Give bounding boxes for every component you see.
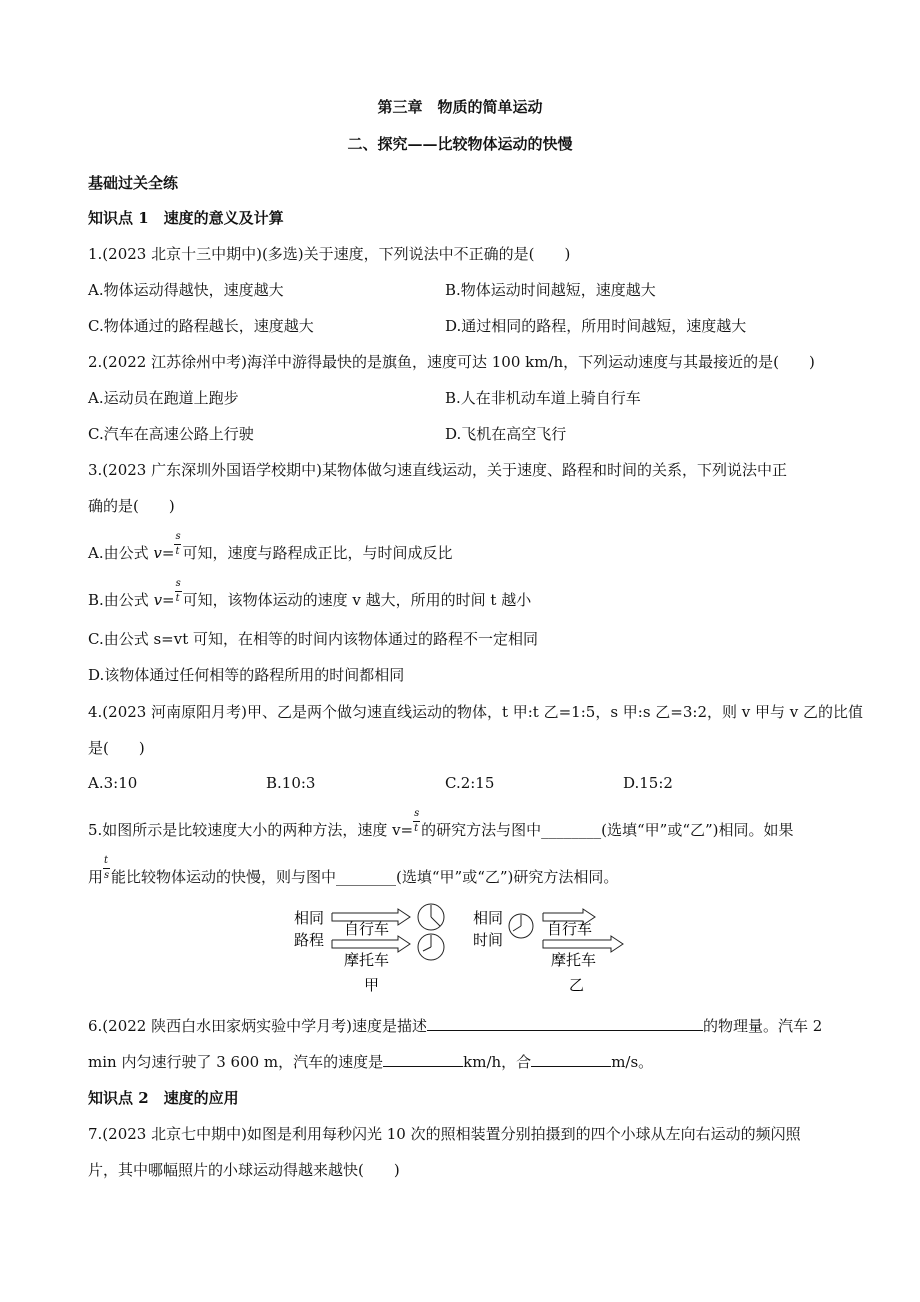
fig-jia-clock1-icon [418, 904, 444, 930]
q3-option-c: C.由公式 s=vt 可知，在相等的时间内该物体通过的路程不一定相同 [88, 630, 539, 648]
q5-figure [280, 893, 640, 1001]
q6-blank-description[interactable] [427, 1016, 703, 1031]
q4-option-d: D.15:2 [623, 774, 673, 792]
knowledge-point-1: 知识点 1 速度的意义及计算 [88, 209, 284, 227]
chapter-title: 第三章 物质的简单运动 [377, 98, 543, 116]
fig-yi-moto-arrow [543, 936, 623, 952]
q2-option-c: C.汽车在高速公路上行驶 [88, 425, 254, 443]
fig-yi-bike-label: 自行车 [547, 920, 593, 938]
q2-option-b: B.人在非机动车道上骑自行车 [445, 389, 641, 407]
q1-option-b: B.物体运动时间越短，速度越大 [445, 281, 656, 299]
q5-line1: 5.如图所示是比较速度大小的两种方法，速度 v= $\frac{s}{t}$ 的研究方法与图中________(选填“甲”或“乙”)相同。如果 [88, 808, 794, 839]
q4-stem-line2: 是( ) [88, 739, 145, 757]
section-title: 二、探究——比较物体运动的快慢 [347, 135, 573, 153]
fig-label-yi: 乙 [569, 976, 585, 994]
q6-line1: 6.(2022 陕西白水田家炳实验中学月考)速度是描述 的物理量。汽车 2 [88, 1017, 823, 1035]
fig-jia-bike-label: 自行车 [344, 920, 390, 938]
q1-option-a: A.物体运动得越快，速度越大 [88, 281, 284, 299]
q6-line2: min 内匀速行驶了 3 600 m，汽车的速度是 km/h，合 m/s。 [88, 1053, 654, 1071]
q5-line2: 用 $\frac{t}{s}$ 能比较物体运动的快慢，则与图中________(选填“甲”或“乙”)研究方法相同。 [88, 855, 619, 886]
q4-option-b: B.10:3 [266, 774, 316, 792]
fig-jia-path: 路程 [294, 931, 325, 949]
q3-option-a: A.由公式 v= $\frac{s}{t}$ 可知，速度与路程成正比，与时间成反比 [88, 531, 453, 562]
fig-jia-moto-arrow [332, 936, 410, 952]
fig-yi-same: 相同 [473, 909, 504, 927]
q1-stem: 1.(2023 北京十三中期中)(多选)关于速度，下列说法中不正确的是( ) [88, 245, 571, 263]
fig-jia-same: 相同 [294, 909, 325, 927]
fraction-s-over-t: $\frac{s}{t}$ [414, 808, 420, 834]
q4-stem-line1: 4.(2023 河南原阳月考)甲、乙是两个做匀速直线运动的物体，t 甲:t 乙=1:5，s 甲:s 乙=3:2，则 v 甲与 v 乙的比值 [88, 703, 864, 721]
q7-line1: 7.(2023 北京七中期中)如图是利用每秒闪光 10 次的照相装置分别拍摄到的四个小球从左向右运动的频闪照 [88, 1125, 801, 1143]
q2-option-d: D.飞机在高空飞行 [445, 425, 567, 443]
fig-yi-moto-label: 摩托车 [551, 951, 597, 969]
q3-stem-line2: 确的是( ) [88, 497, 175, 515]
q3-stem-line1: 3.(2023 广东深圳外国语学校期中)某物体做匀速直线运动，关于速度、路程和时间的关系，下列说法中正 [88, 461, 787, 479]
knowledge-point-2: 知识点 2 速度的应用 [88, 1089, 239, 1107]
q4-option-c: C.2:15 [445, 774, 495, 792]
fig-label-jia: 甲 [364, 976, 380, 994]
fig-jia-moto-label: 摩托车 [344, 951, 390, 969]
fig-jia-clock2-icon [418, 934, 444, 960]
q3-option-d: D.该物体通过任何相等的路程所用的时间都相同 [88, 666, 405, 684]
practice-title: 基础过关全练 [88, 174, 179, 192]
fig-yi-time: 时间 [473, 931, 504, 949]
fraction-t-over-s: $\frac{t}{s}$ [104, 855, 110, 881]
q4-option-a: A.3:10 [88, 774, 138, 792]
fraction-s-over-t: $\frac{s}{t}$ [175, 531, 181, 557]
q2-stem: 2.(2022 江苏徐州中考)海洋中游得最快的是旗鱼，速度可达 100 km/h，下列运动速度与其最接近的是( ) [88, 353, 815, 371]
q2-option-a: A.运动员在跑道上跑步 [88, 389, 239, 407]
q7-line2: 片，其中哪幅照片的小球运动得越来越快( ) [88, 1161, 400, 1179]
q3-option-b: B.由公式 v= $\frac{s}{t}$ 可知，该物体运动的速度 v 越大，所用的时间 t 越小 [88, 578, 532, 609]
q6-blank-kmh[interactable] [383, 1052, 463, 1067]
q6-blank-ms[interactable] [531, 1052, 611, 1067]
q1-option-d: D.通过相同的路程，所用时间越短，速度越大 [445, 317, 747, 335]
fraction-s-over-t: $\frac{s}{t}$ [175, 578, 181, 604]
q1-option-c: C.物体通过的路程越长，速度越大 [88, 317, 314, 335]
fig-yi-clock-icon [509, 914, 533, 938]
